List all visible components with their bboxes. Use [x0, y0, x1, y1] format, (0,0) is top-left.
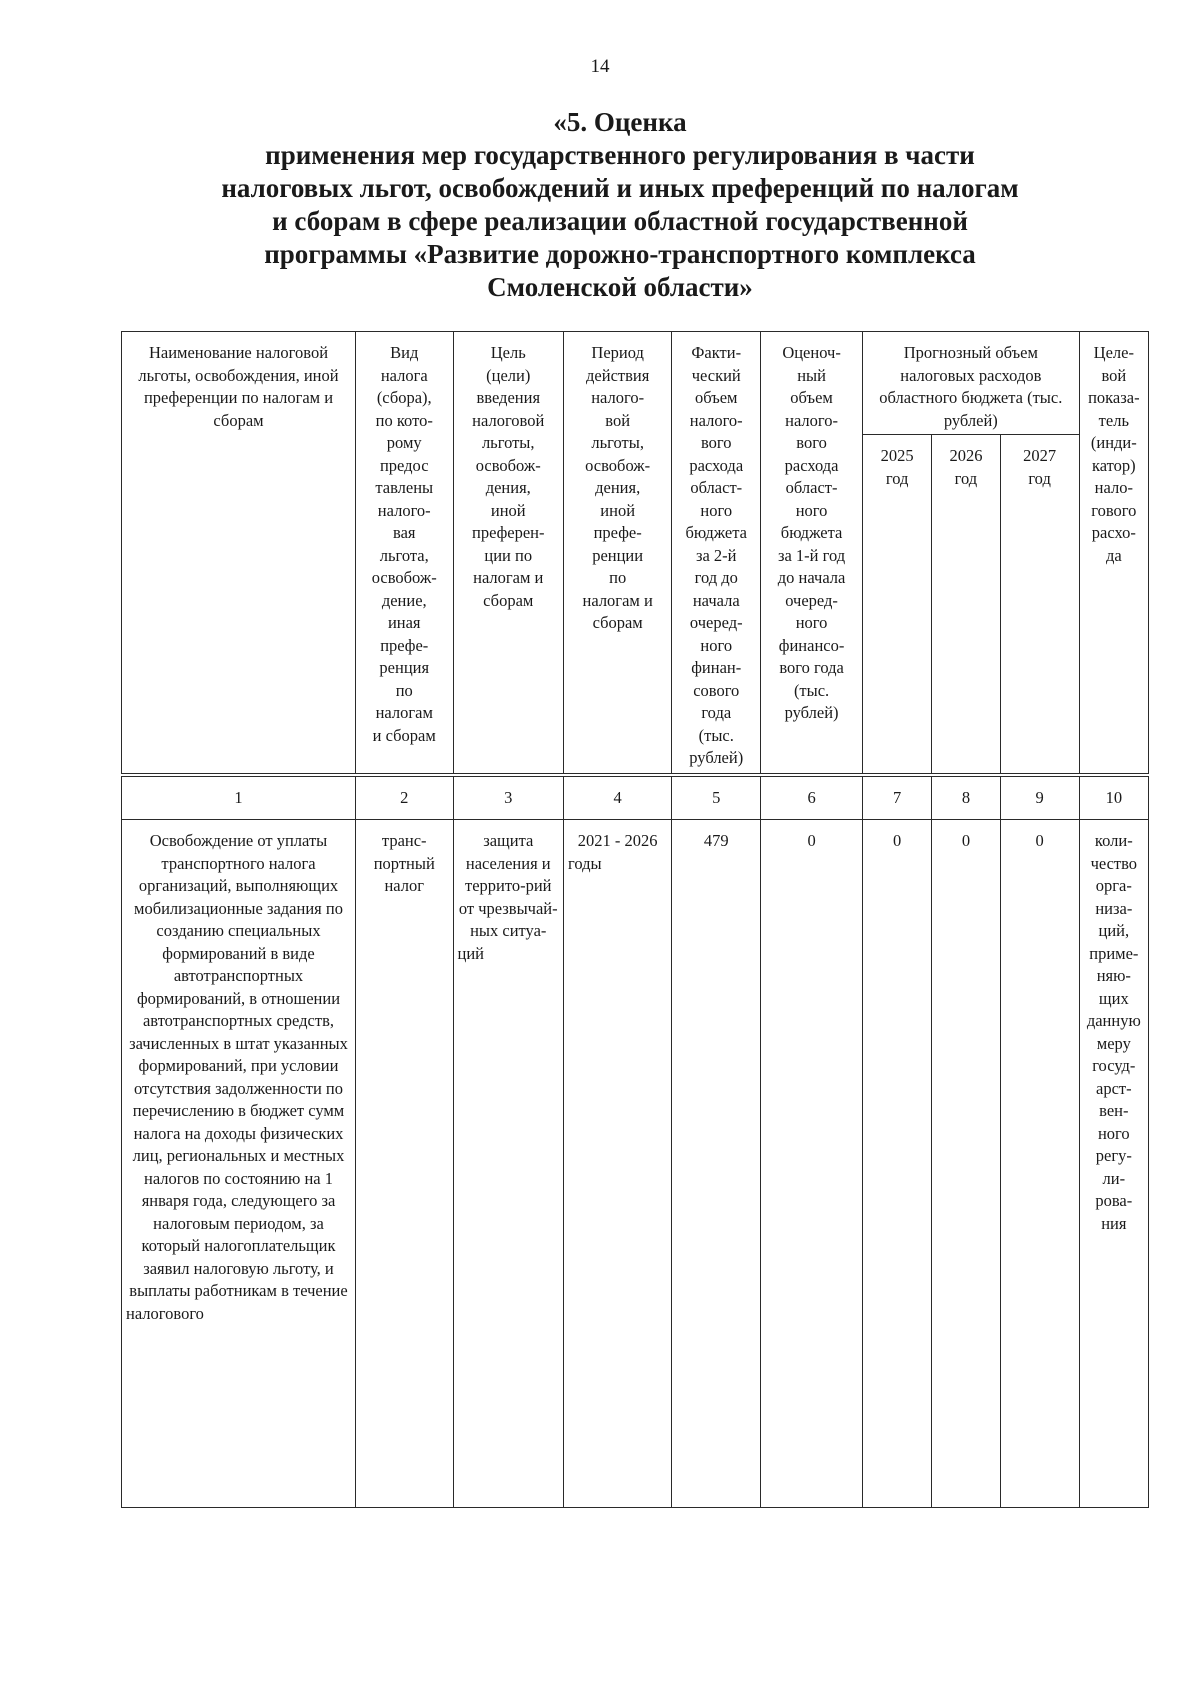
- title-line: применения мер государственного регулирования в части: [265, 140, 975, 170]
- header-benefit-name: Наименование налоговой льготы, освобождения, иной преференции по налогам и сборам: [122, 332, 356, 776]
- page-number: 14: [590, 56, 610, 77]
- tax-type-cell: транс- портный налог: [356, 820, 454, 1508]
- forecast-2026-cell: 0: [932, 820, 1000, 1508]
- column-number: 8: [932, 775, 1000, 820]
- header-actual-volume: Факти- ческий объем налого- вого расхода област- ного бюджета за 2-й год до начала очеред- ного финан- сового года (тыс. рублей): [672, 332, 761, 776]
- forecast-2027-cell: 0: [1000, 820, 1079, 1508]
- column-number: 1: [122, 775, 356, 820]
- column-number: 2: [356, 775, 454, 820]
- target-indicator-cell: коли- чество орга- низа- ций, приме- няю- щих данную меру госуд- арст- вен- ного регу- ли- рова- ния: [1079, 820, 1148, 1508]
- header-forecast-group: Прогнозный объем налоговых расходов областного бюджета (тыс. рублей): [862, 332, 1079, 435]
- header-period: Период действия налого- вой льготы, освобож- дения, иной префе- ренции по налогам и сборам: [564, 332, 672, 776]
- title-line: «5. Оценка: [553, 107, 687, 137]
- column-number: 6: [761, 775, 863, 820]
- column-number: 10: [1079, 775, 1148, 820]
- header-year-2027: 2027 год: [1000, 435, 1079, 776]
- estimated-volume-cell: 0: [761, 820, 863, 1508]
- period-cell: 2021 - 2026 годы: [564, 820, 672, 1508]
- header-tax-type: Вид налога (сбора), по кото- рому предос тавлены налого- вая льгота, освобож- дение, иная префе- ренция по налогам и сборам: [356, 332, 454, 776]
- tax-expenditure-table: [121, 331, 1149, 1508]
- section-title: [120, 106, 1120, 304]
- goal-cell: защита населения и террито-рий от чрезвычай-ных ситуа-ций: [453, 820, 564, 1508]
- title-line: Смоленской области»: [487, 272, 753, 302]
- column-number: 5: [672, 775, 761, 820]
- header-target-indicator: Целе- вой показа- тель (инди- катор) нало- гового расхо- да: [1079, 332, 1148, 776]
- column-number: 9: [1000, 775, 1079, 820]
- column-number: 7: [862, 775, 931, 820]
- header-year-2026: 2026 год: [932, 435, 1000, 776]
- header-year-2025: 2025 год: [862, 435, 931, 776]
- actual-volume-cell: 479: [672, 820, 761, 1508]
- title-line: программы «Развитие дорожно-транспортного комплекса: [264, 239, 976, 269]
- column-number: 4: [564, 775, 672, 820]
- forecast-2025-cell: 0: [862, 820, 931, 1508]
- header-estimated-volume: Оценоч- ный объем налого- вого расхода област- ного бюджета за 1-й год до начала очеред- ного финансо- вого года (тыс. рублей): [761, 332, 863, 776]
- title-line: налоговых льгот, освобождений и иных преференций по налогам: [221, 173, 1019, 203]
- title-line: и сборам в сфере реализации областной государственной: [272, 206, 968, 236]
- header-goal: Цель (цели) введения налоговой льготы, освобож- дения, иной преферен- ции по налогам и сборам: [453, 332, 564, 776]
- column-number: 3: [453, 775, 564, 820]
- benefit-name-cell: Освобождение от уплаты транспортного налога организаций, выполняющих мобилизационные задания по созданию специальных формирований в виде автотранспортных формирований, в отношении автотранспортных средств, зачисленных в штат указанных формирований, при условии отсутствия задолженности по перечислению в бюджет сумм налога на доходы физических лиц, региональных и местных налогов по состоянию на 1 января года, следующего за налоговым периодом, за который налогоплательщик заявил налоговую льготу, и выплаты работникам в течение налогового: [122, 820, 356, 1508]
